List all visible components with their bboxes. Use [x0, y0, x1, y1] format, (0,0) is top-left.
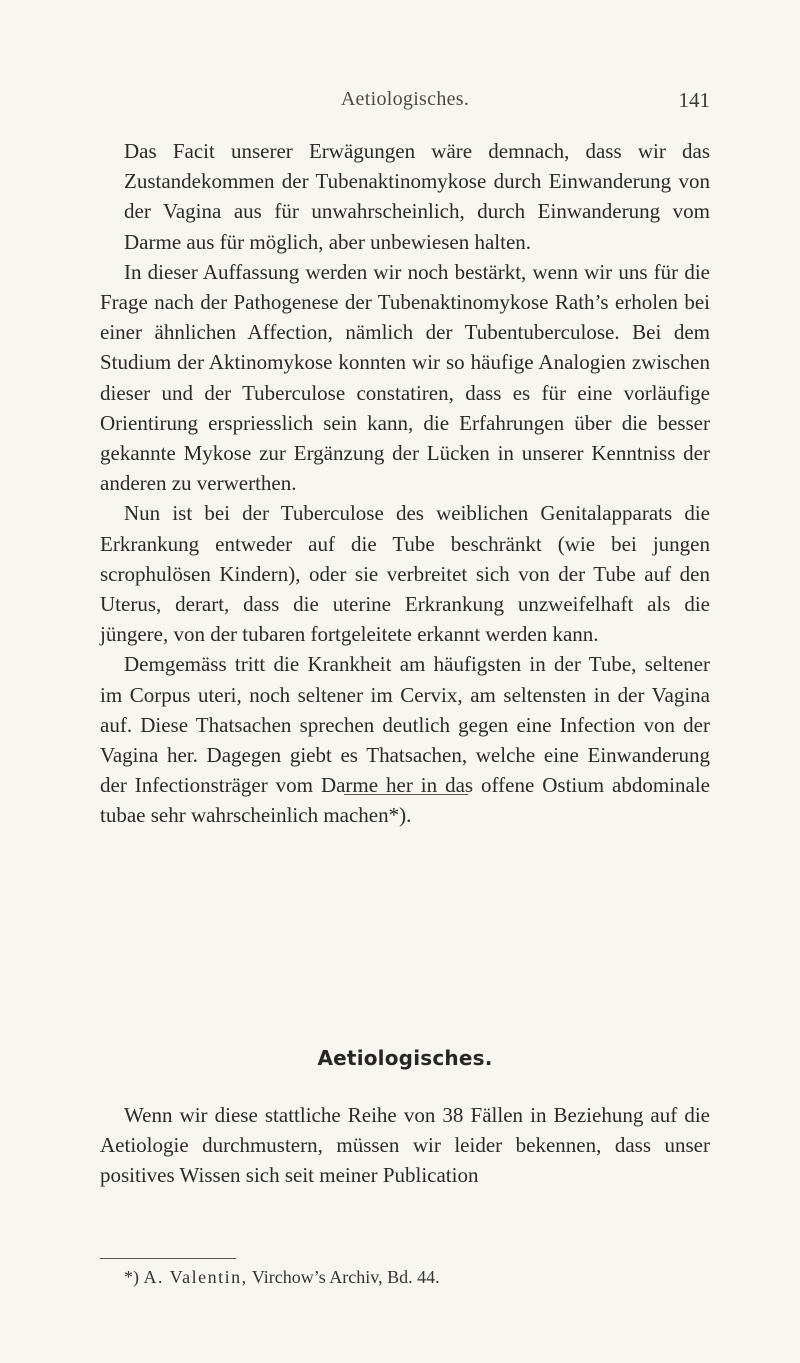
footnote — [124, 1265, 710, 1289]
paragraph-1: Das Facit unserer Erwägungen wäre demnach, dass wir das Zustandekommen der Tubenaktinomykose durch Einwanderung von der Vagina aus für unwahrscheinlich, durch Einwanderung vom Darme aus für möglich, aber unbewiesen halten. — [124, 139, 710, 254]
paragraph-2: In dieser Auffassung werden wir noch bestärkt, wenn wir uns für die Frage nach der Pathogenese der Tubenaktinomykose Rath’s erholen bei einer ähnlichen Affection, nämlich der Tubentuberculose. Bei dem Studium der Aktinomykose konnten wir so häufige Analogien zwischen dieser und der Tuberculose constatiren, dass es für eine vorläufige Orientirung erspriesslich sein kann, die Erfahrungen über die besser gekannte Mykose zur Ergänzung der Lücken in unserer Kenntniss der anderen zu verwerthen. — [100, 259, 710, 496]
paragraph-4: Demgemäss tritt die Krankheit am häufigsten in der Tube, seltener im Corpus uteri, noch seltener im Cervix, am seltensten in der Vagina auf. Diese Thatsachen sprechen deutlich gegen eine Infection von der Vagina her. Dagegen giebt es Thatsachen, welche eine Einwanderung der Infectionsträger vom Darme her in das offene Ostium abdominale tubae sehr wahrscheinlich machen*). — [100, 652, 710, 828]
body-text — [100, 136, 710, 831]
paragraph-3: Nun ist bei der Tuberculose des weiblichen Genitalapparats die Erkrankung entweder auf die Tube beschränkt (wie bei jungen scrophulösen Kindern), oder sie verbreitet sich von der Tube auf den Uterus, derart, dass die uterine Erkrankung unzweifelhaft als die jüngere, von der tubaren fortgeleitete erkannt werden kann. — [100, 501, 710, 647]
section-divider-rule — [344, 794, 468, 795]
running-head — [100, 88, 710, 118]
page-number: 141 — [678, 88, 710, 112]
footnote-marker: *) — [124, 1267, 144, 1287]
footnote-reference: Virchow’s Archiv, Bd. 44. — [247, 1267, 440, 1287]
section-body — [100, 1100, 710, 1191]
footnote-author: A. Valentin, — [143, 1267, 248, 1287]
section-paragraph: Wenn wir diese stattliche Reihe von 38 Fällen in Beziehung auf die Aetiologie durchmustern, müssen wir leider bekennen, dass unser positives Wissen sich seit meiner Publication — [100, 1103, 710, 1188]
footnote-rule — [100, 1258, 236, 1259]
running-title: Aetiologisches. — [340, 88, 470, 110]
section-heading: Aetiologisches. — [317, 1046, 493, 1070]
